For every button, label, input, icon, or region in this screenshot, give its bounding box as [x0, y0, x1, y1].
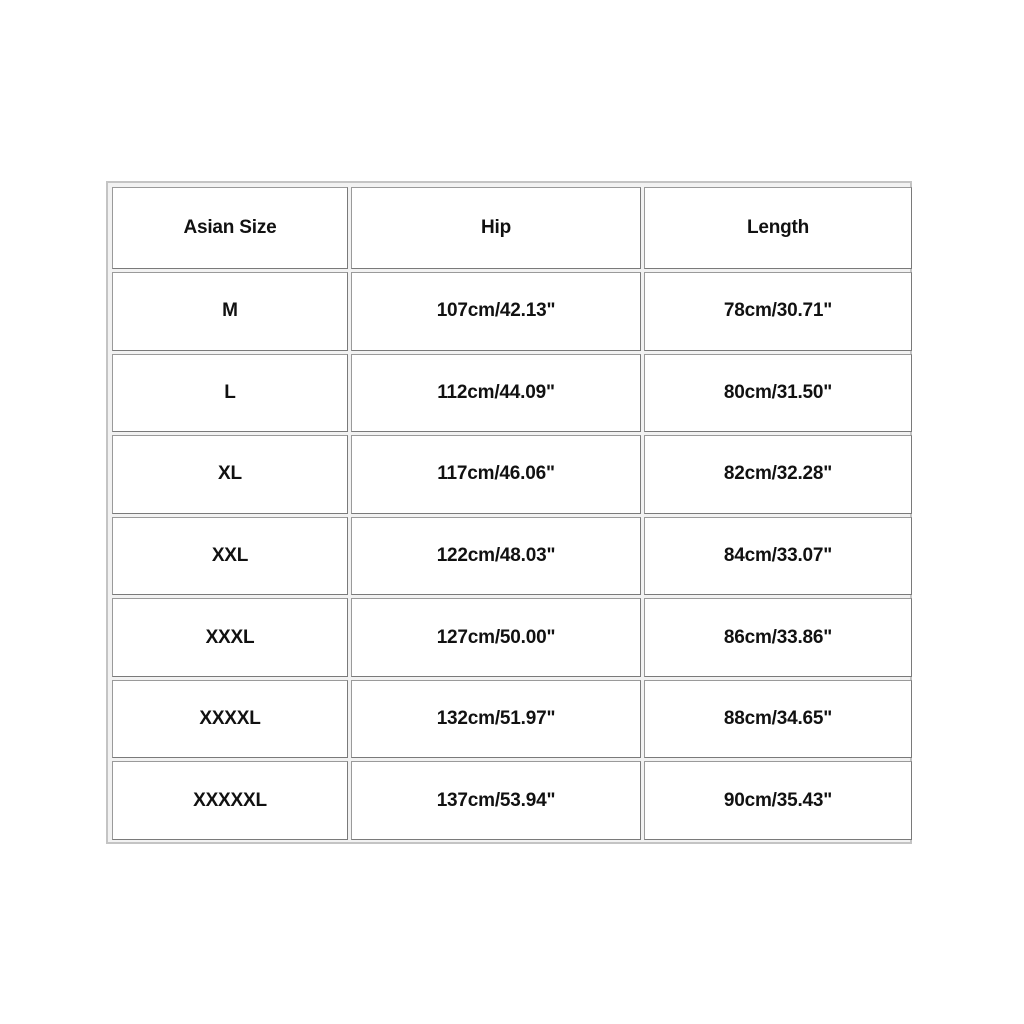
table-row — [112, 272, 912, 351]
length-cell: 82cm/32.28" — [644, 435, 912, 514]
hip-cell: 127cm/50.00" — [351, 598, 641, 677]
size-cell: XXXXXL — [112, 761, 348, 840]
length-cell: 80cm/31.50" — [644, 354, 912, 433]
header-length: Length — [644, 187, 912, 269]
size-cell: L — [112, 354, 348, 433]
hip-cell: 122cm/48.03" — [351, 517, 641, 596]
table-row — [112, 517, 912, 596]
size-cell: M — [112, 272, 348, 351]
hip-cell: 137cm/53.94" — [351, 761, 641, 840]
length-cell: 86cm/33.86" — [644, 598, 912, 677]
table-row — [112, 761, 912, 840]
size-chart — [106, 181, 912, 844]
hip-cell: 117cm/46.06" — [351, 435, 641, 514]
hip-cell: 132cm/51.97" — [351, 680, 641, 759]
size-table — [109, 184, 915, 843]
header-hip: Hip — [351, 187, 641, 269]
hip-cell: 112cm/44.09" — [351, 354, 641, 433]
length-cell: 84cm/33.07" — [644, 517, 912, 596]
size-cell: XXXXL — [112, 680, 348, 759]
size-cell: XXXL — [112, 598, 348, 677]
size-cell: XXL — [112, 517, 348, 596]
table-row — [112, 680, 912, 759]
table-row — [112, 598, 912, 677]
hip-cell: 107cm/42.13" — [351, 272, 641, 351]
table-row — [112, 435, 912, 514]
length-cell: 90cm/35.43" — [644, 761, 912, 840]
header-row — [112, 187, 912, 269]
table-row — [112, 354, 912, 433]
size-cell: XL — [112, 435, 348, 514]
length-cell: 88cm/34.65" — [644, 680, 912, 759]
header-asian-size: Asian Size — [112, 187, 348, 269]
length-cell: 78cm/30.71" — [644, 272, 912, 351]
